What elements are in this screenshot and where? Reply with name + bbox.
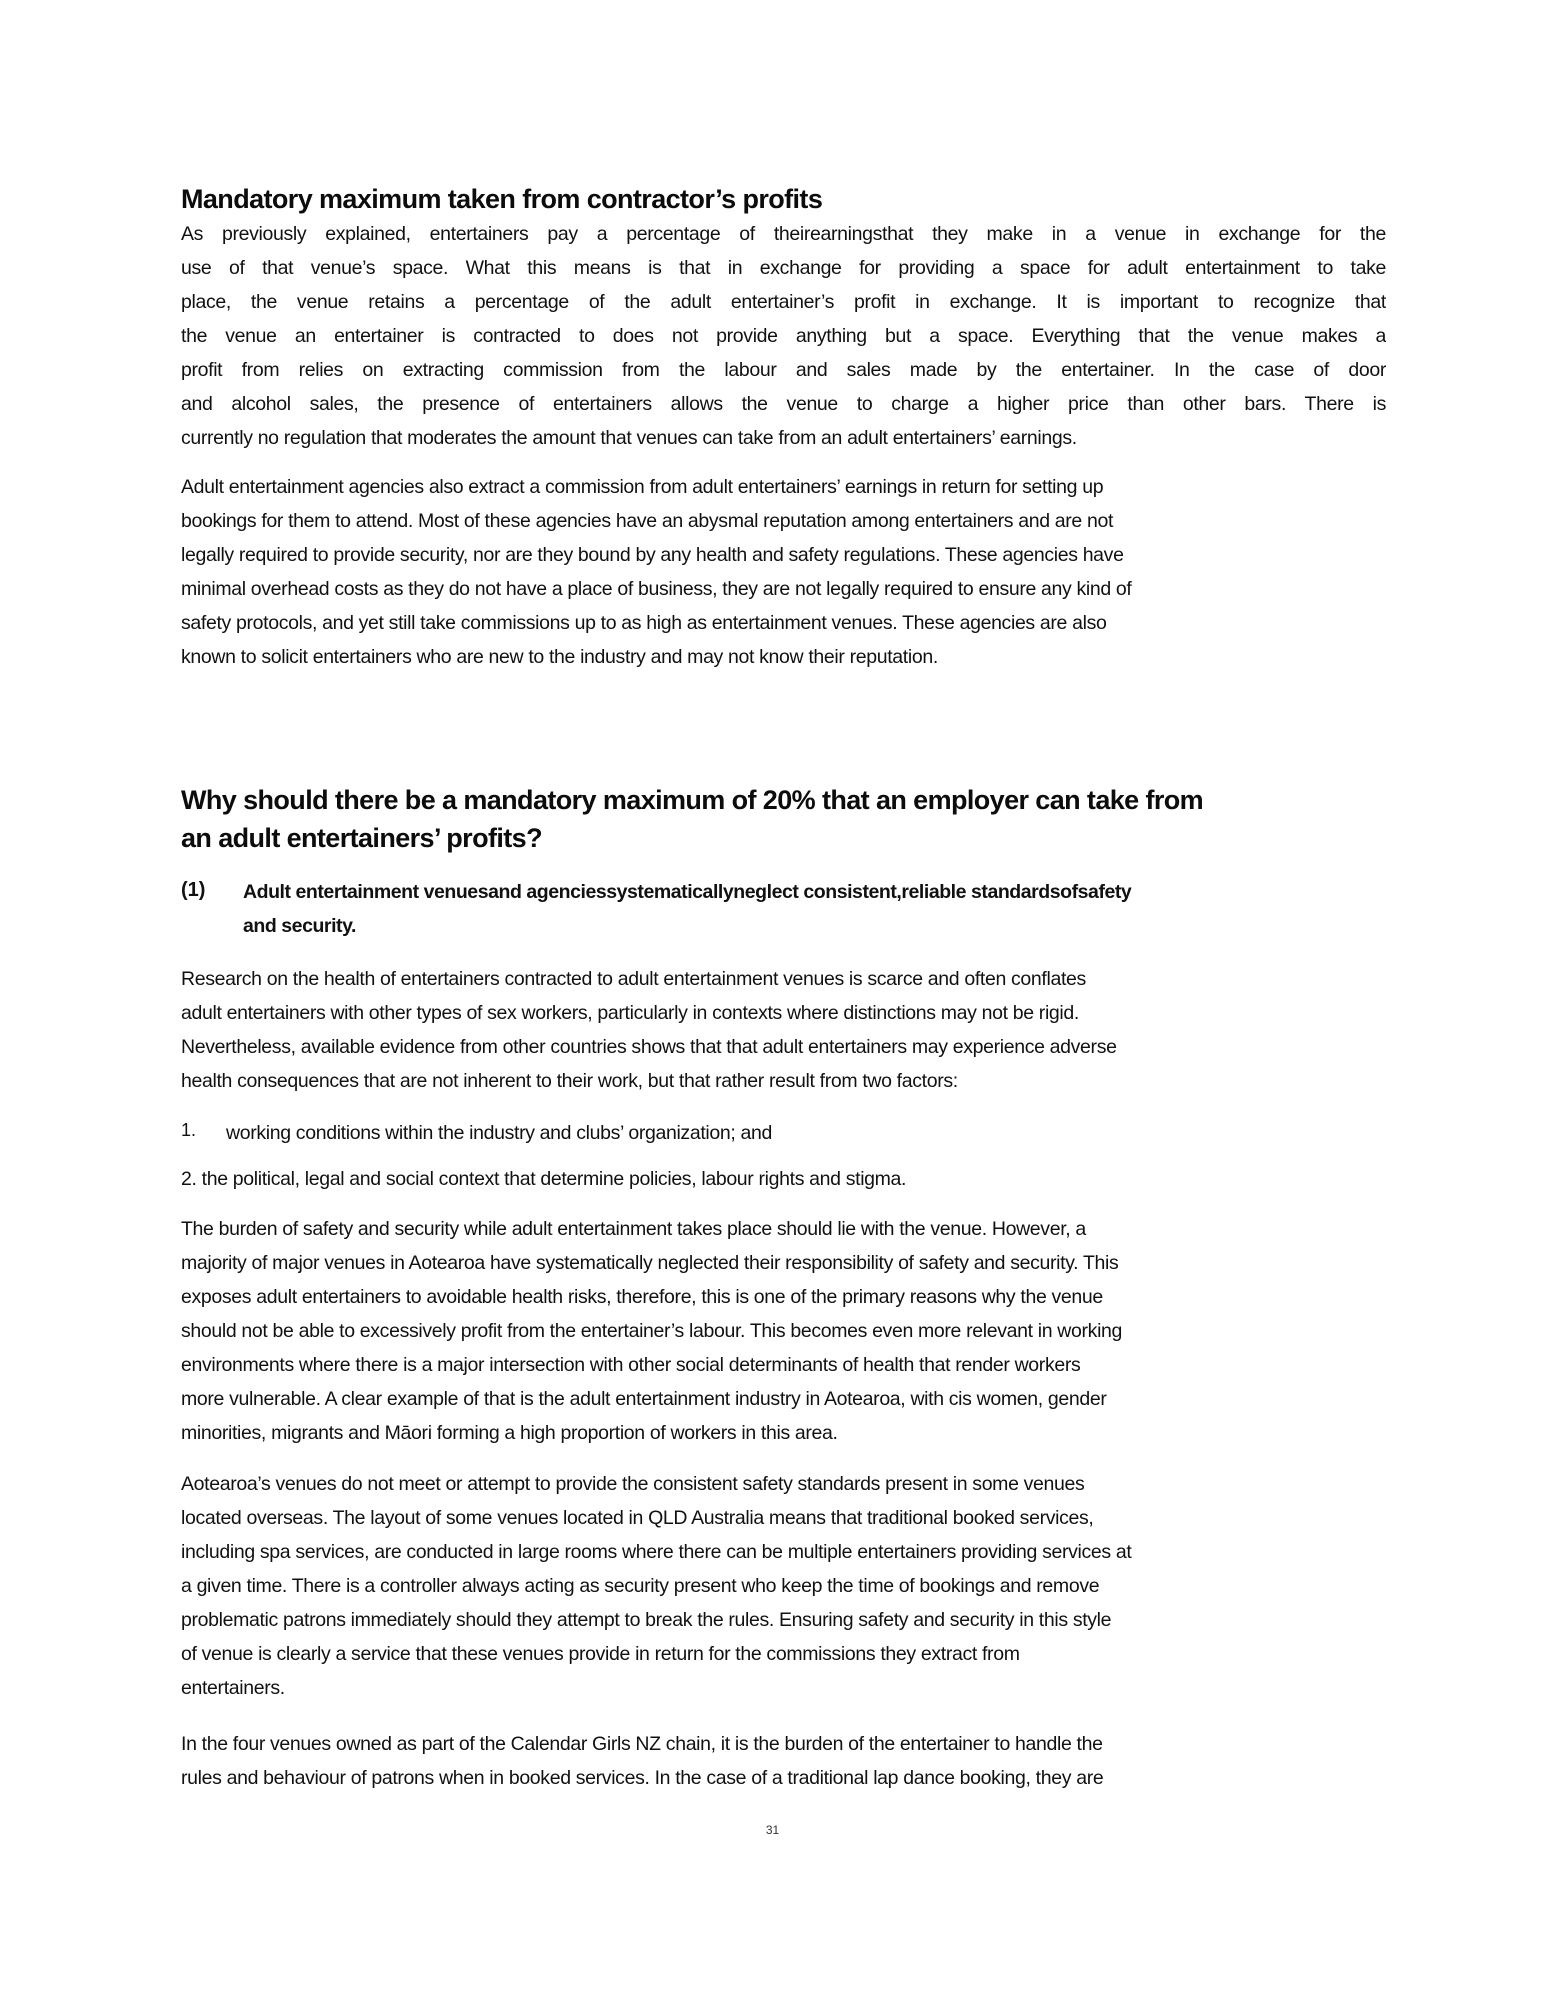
text-line: currently no regulation that moderates the amount that venues can take from an adult entertainers’ earnings. [181, 427, 1077, 449]
text-line: the venue an entertainer is contracted to does not provide anything but a space. Everything that the venue makes a [181, 325, 1386, 347]
text-line: bookings for them to attend. Most of these agencies have an abysmal reputation among entertainers and are not [181, 510, 1114, 532]
text-line: Adult entertainment agencies also extract a commission from adult entertainers’ earnings in return for setting up [181, 476, 1104, 498]
text-line: majority of major venues in Aotearoa have systematically neglected their responsibility of safety and security. This [181, 1252, 1119, 1274]
text-line: exposes adult entertainers to avoidable health risks, therefore, this is one of the primary reasons why the venue [181, 1286, 1103, 1308]
text-line: Research on the health of entertainers contracted to adult entertainment venues is scarce and often conflates [181, 968, 1086, 990]
text-line: environments where there is a major intersection with other social determinants of health that render workers [181, 1354, 1081, 1376]
paragraph-research [181, 962, 1386, 1098]
list-item: working conditions within the industry and clubs’ organization; and [226, 1122, 772, 1144]
paragraph-venue-commission [181, 217, 1386, 455]
text-line: use of that venue’s space. What this means is that in exchange for providing a space for adult entertainment to take [181, 257, 1386, 279]
text-line: As previously explained, entertainers pay a percentage of theirearningsthat they make in a venue in exchange for the [181, 223, 1386, 245]
heading-line: Why should there be a mandatory maximum of 20% that an employer can take from [181, 785, 1204, 815]
text-line: including spa services, are conducted in large rooms where there can be multiple entertainers providing services at [181, 1541, 1132, 1563]
text-line: and security. [243, 915, 356, 937]
text-line: In the four venues owned as part of the Calendar Girls NZ chain, it is the burden of the entertainer to handle the [181, 1733, 1103, 1755]
text-line: place, the venue retains a percentage of the adult entertainer’s profit in exchange. It is important to recognize that [181, 291, 1386, 313]
heading-line: an adult entertainers’ profits? [181, 823, 542, 853]
text-line: Nevertheless, available evidence from other countries shows that that adult entertainers may experience adverse [181, 1036, 1117, 1058]
paragraph-calendar-girls [181, 1727, 1386, 1795]
text-line: health consequences that are not inherent to their work, but that rather result from two factors: [181, 1070, 958, 1092]
text-line: a given time. There is a controller always acting as security present who keep the time of bookings and remove [181, 1575, 1100, 1597]
text-line: Adult entertainment venuesand agenciessystematicallyneglect consistent,reliable standardsofsafety [243, 881, 1132, 903]
text-line: problematic patrons immediately should they attempt to break the rules. Ensuring safety and security in this style [181, 1609, 1112, 1631]
text-line: minimal overhead costs as they do not have a place of business, they are not legally required to ensure any kind of [181, 578, 1132, 600]
text-line: known to solicit entertainers who are new to the industry and may not know their reputation. [181, 646, 938, 668]
text-line: rules and behaviour of patrons when in booked services. In the case of a traditional lap dance booking, they are [181, 1767, 1104, 1789]
text-line: and alcohol sales, the presence of entertainers allows the venue to charge a higher price than other bars. There is [181, 393, 1386, 415]
text-line: safety protocols, and yet still take commissions up to as high as entertainment venues. These agencies are also [181, 612, 1107, 634]
text-line: profit from relies on extracting commission from the labour and sales made by the entertainer. In the case of door [181, 359, 1386, 381]
paragraph-burden [181, 1212, 1386, 1450]
text-line: Aotearoa’s venues do not meet or attempt to provide the consistent safety standards present in some venues [181, 1473, 1085, 1495]
text-line: of venue is clearly a service that these venues provide in return for the commissions they extract from [181, 1643, 1020, 1665]
list-item: 2. the political, legal and social context that determine policies, labour rights and stigma. [181, 1168, 907, 1190]
text-line: minorities, migrants and Māori forming a high proportion of workers in this area. [181, 1422, 838, 1444]
text-line: legally required to provide security, nor are they bound by any health and safety regulations. These agencies have [181, 544, 1124, 566]
page-number: 31 [765, 1823, 780, 1837]
point-heading [243, 875, 1131, 943]
text-line: adult entertainers with other types of sex workers, particularly in contexts where distinctions may not be rigid. [181, 1002, 1079, 1024]
text-line: more vulnerable. A clear example of that is the adult entertainment industry in Aotearoa, with cis women, gender [181, 1388, 1107, 1410]
list-number: 1. [181, 1120, 197, 1140]
section-heading: Mandatory maximum taken from contractor’s profits [181, 184, 823, 214]
text-line: located overseas. The layout of some venues located in QLD Australia means that traditional booked services, [181, 1507, 1094, 1529]
text-line: should not be able to excessively profit from the entertainer’s labour. This becomes even more relevant in working [181, 1320, 1123, 1342]
paragraph-agencies [181, 470, 1386, 674]
section-heading [181, 781, 1203, 857]
point-number: (1) [181, 879, 206, 901]
text-line: The burden of safety and security while adult entertainment takes place should lie with the venue. However, a [181, 1218, 1086, 1240]
paragraph-aotearoa-venues [181, 1467, 1386, 1705]
text-line: entertainers. [181, 1677, 285, 1699]
